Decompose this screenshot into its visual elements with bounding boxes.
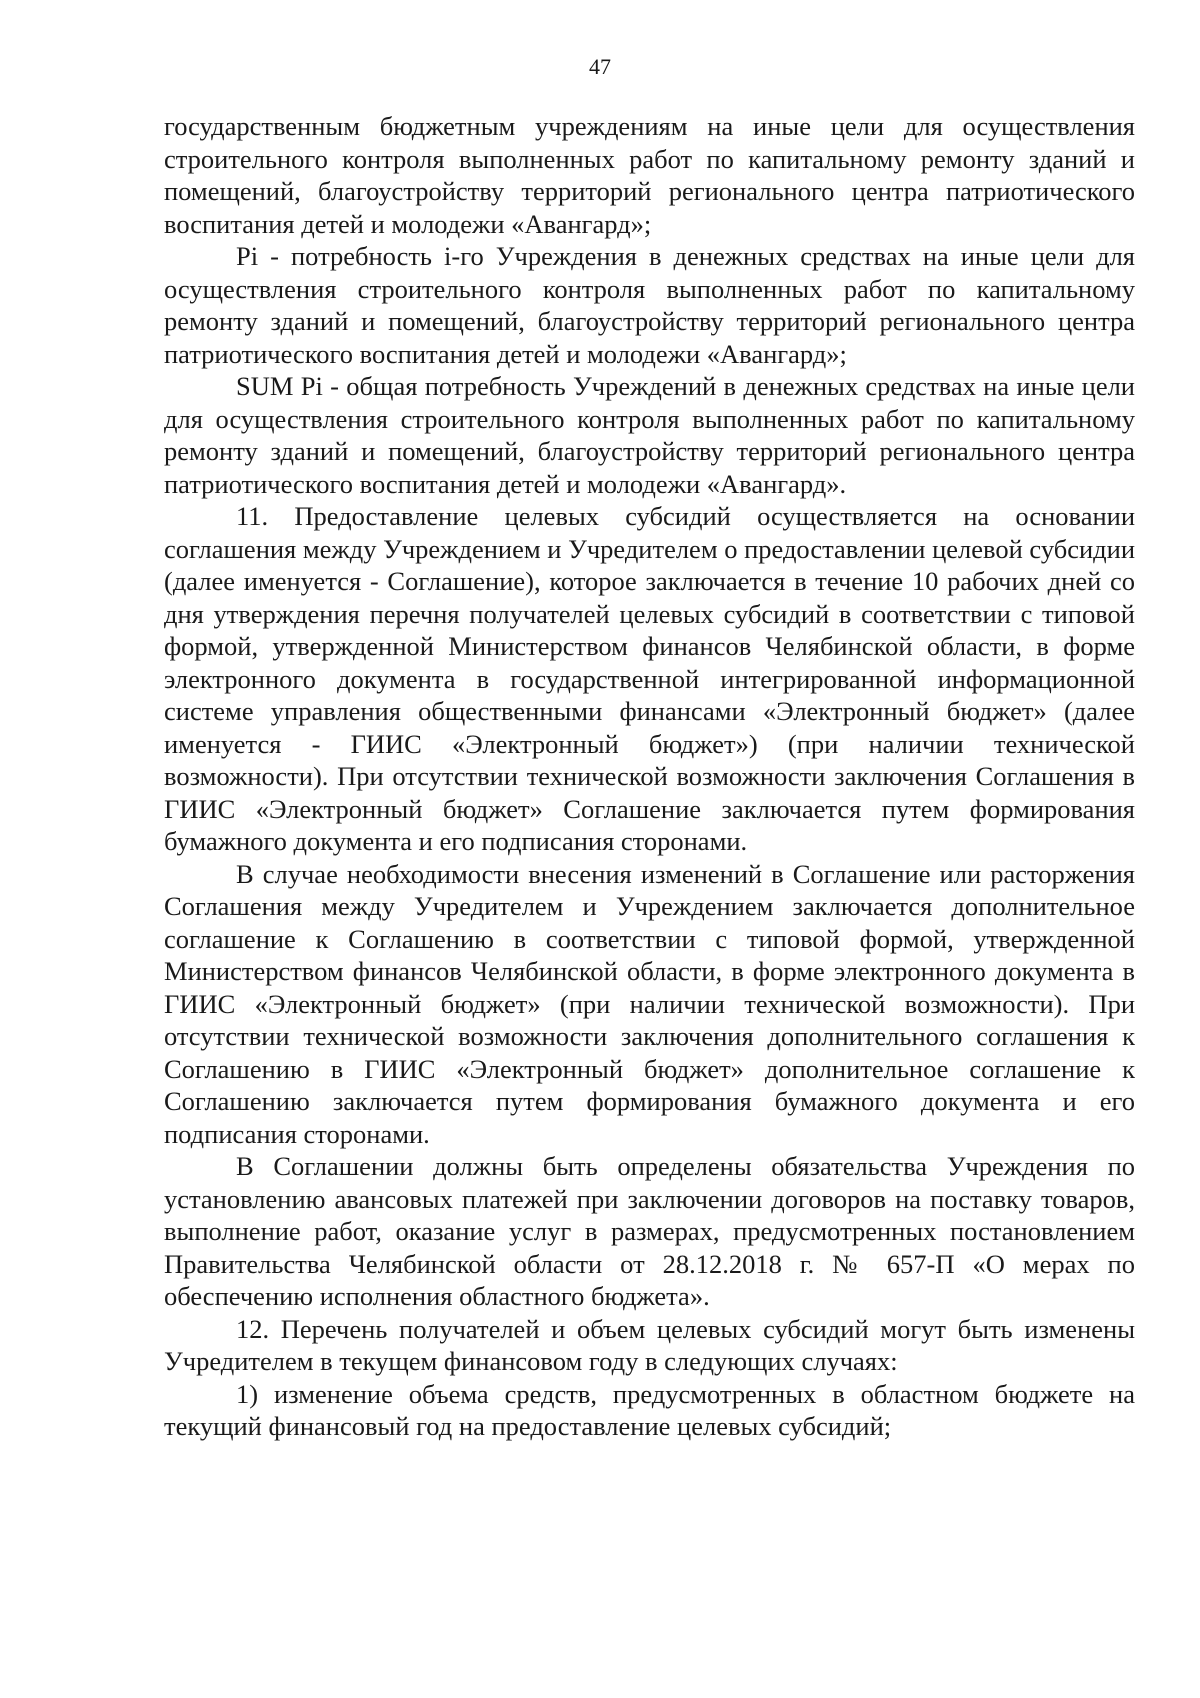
page-number: 47 [589,54,611,79]
paragraph-sum-pi-definition: SUM Pi - общая потребность Учреждений в денежных средствах на иные цели для осуществления строительного контроля выполненных работ по капитальному ремонту зданий и помещений, благоустройству территорий регионального центра патриотического воспитания детей и молодежи «Авангард». [164,371,1135,499]
paragraph-clause-12: 12. Перечень получателей и объем целевых субсидий могут быть изменены Учредителем в текущем финансовом году в следующих случаях: [164,1313,1135,1376]
paragraph-advance-payments: В Соглашении должны быть определены обязательства Учреждения по установлению авансовых платежей при заключении договоров на поставку товаров, выполнение работ, оказание услуг в размерах, предусмотренных постановлением Правительства Челябинской области от 28.12.2018 г. № 657-П «О мерах по обеспечению исполнения областного бюджета». [164,1151,1135,1311]
paragraph-clause-12-item-1: 1) изменение объема средств, предусмотренных в областном бюджете на текущий финансовый год на предоставление целевых субсидий; [164,1378,1135,1441]
document-body [164,110,1135,1443]
paragraph-pi-definition: Pi - потребность i-го Учреждения в денежных средствах на иные цели для осуществления строительного контроля выполненных работ по капитальному ремонту зданий и помещений, благоустройству территорий регионального центра патриотического воспитания детей и молодежи «Авангард»; [164,241,1135,369]
paragraph-amendment: В случае необходимости внесения изменений в Соглашение или расторжения Соглашения между Учредителем и Учреждением заключается дополнительное соглашение к Соглашению в соответствии с типовой формой, утвержденной Министерством финансов Челябинской области, в форме электронного документа в ГИИС «Электронный бюджет» (при наличии технической возможности). При отсутствии технической возможности заключения дополнительного соглашения к Соглашению в ГИИС «Электронный бюджет» дополнительное соглашение к Соглашению заключается путем формирования бумажного документа и его подписания сторонами. [164,858,1135,1149]
paragraph-clause-11: 11. Предоставление целевых субсидий осуществляется на основании соглашения между Учреждением и Учредителем о предоставлении целевой субсидии (далее именуется - Соглашение), которое заключается в течение 10 рабочих дней со дня утверждения перечня получателей целевых субсидий в соответствии с типовой формой, утвержденной Министерством финансов Челябинской области, в форме электронного документа в государственной интегрированной информационной системе управления общественными финансами «Электронный бюджет» (далее именуется - ГИИС «Электронный бюджет») (при наличии технической возможности). При отсутствии технической возможности заключения Соглашения в ГИИС «Электронный бюджет» Соглашение заключается путем формирования бумажного документа и его подписания сторонами. [164,501,1135,856]
paragraph-continuation: государственным бюджетным учреждениям на иные цели для осуществления строительного контроля выполненных работ по капитальному ремонту зданий и помещений, благоустройству территорий регионального центра патриотического воспитания детей и молодежи «Авангард»; [164,111,1135,239]
